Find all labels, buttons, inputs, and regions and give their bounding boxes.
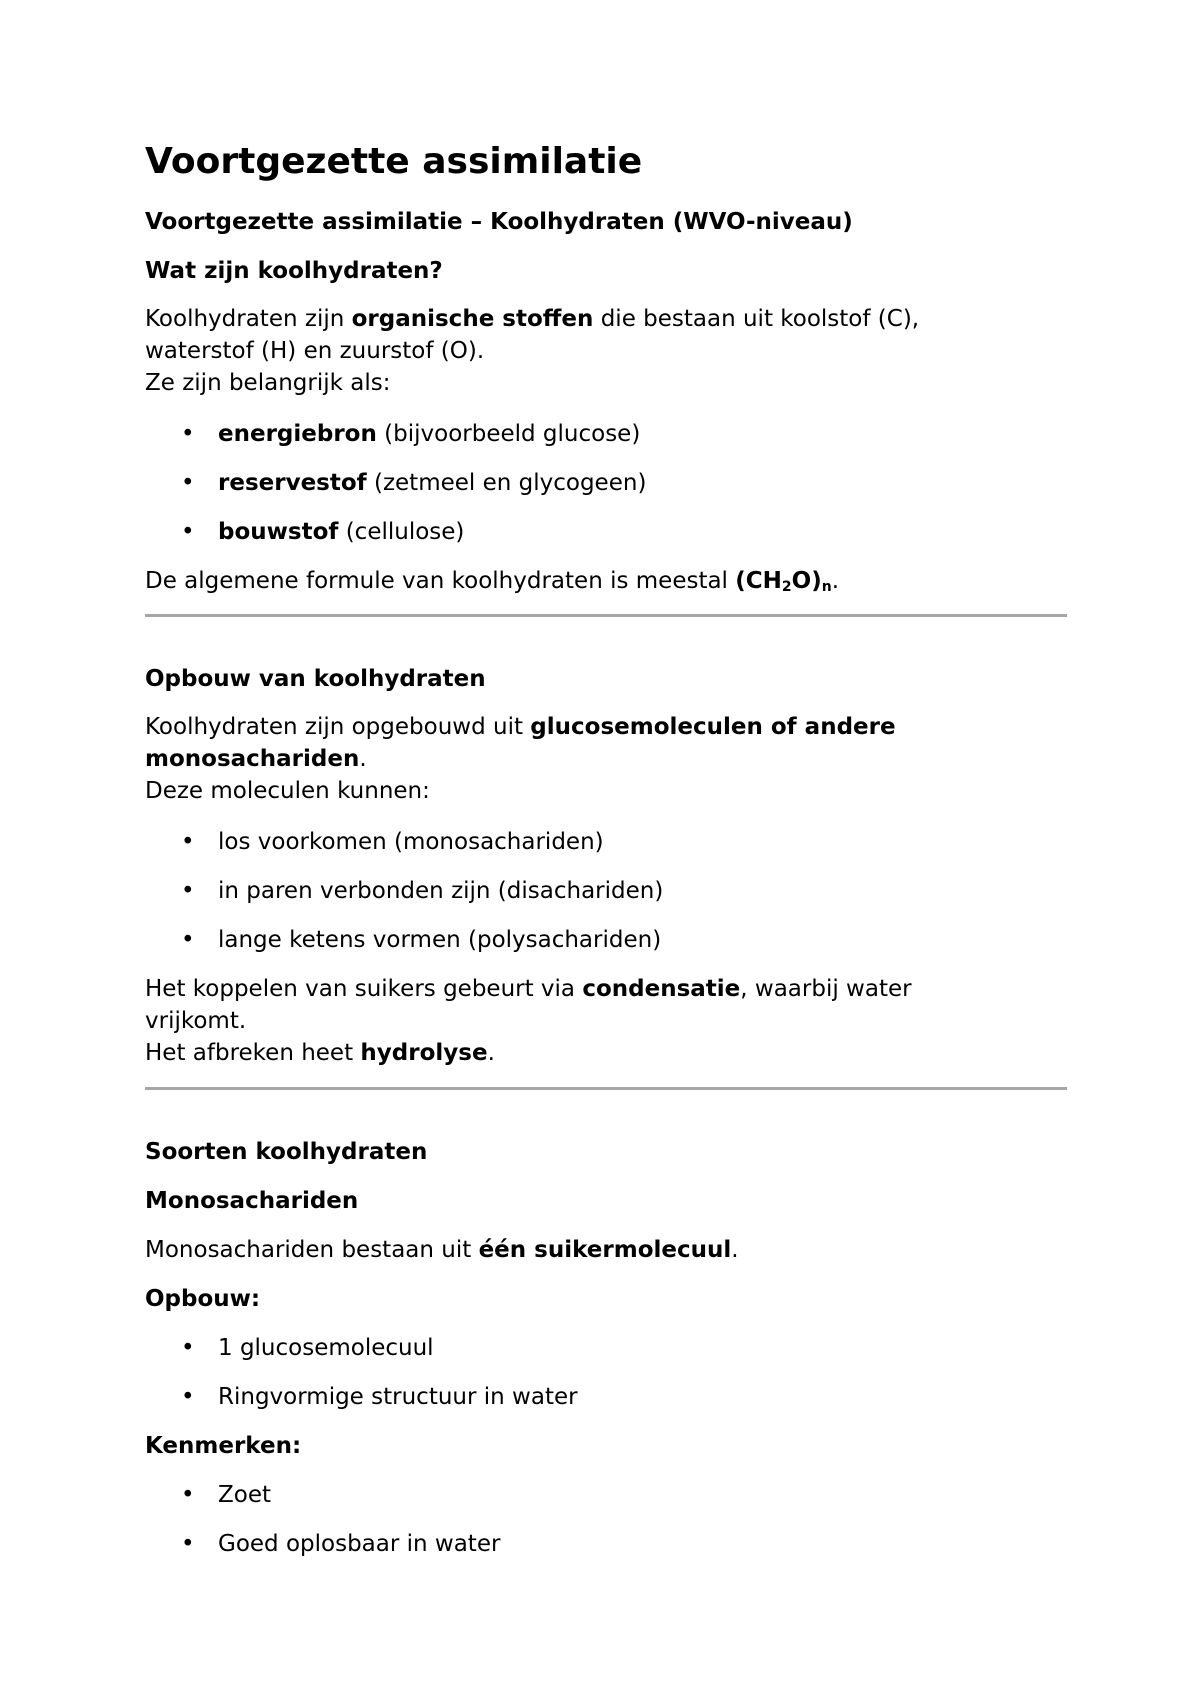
text-span: Koolhydraten zijn opgebouwd uit <box>145 714 531 740</box>
text-span: . <box>487 1040 495 1066</box>
bullet-icon: • <box>181 927 195 953</box>
text-span: De algemene formule van koolhydraten is meestal <box>145 568 736 594</box>
bullet-icon: • <box>181 421 195 447</box>
bold-term: hydrolyse <box>360 1040 488 1066</box>
text-span: . <box>359 746 367 772</box>
list-item <box>145 1381 1065 1413</box>
bold-term: bouwstof <box>218 519 339 545</box>
bold-term: energiebron <box>218 421 377 447</box>
list-item-text: lange ketens vormen (polysachariden) <box>218 927 662 953</box>
bold-term: condensatie <box>582 976 741 1002</box>
list-item-text: Ringvormige structuur in water <box>218 1384 578 1410</box>
list-item <box>145 516 1065 548</box>
list-item-text <box>218 467 646 499</box>
bullet-icon: • <box>181 878 195 904</box>
horizontal-divider <box>145 614 1067 617</box>
list-item-text <box>218 516 464 548</box>
bold-term: monosachariden <box>145 746 360 772</box>
list-item-text: Goed oplosbaar in water <box>218 1531 501 1557</box>
section-heading-structure: Opbouw van koolhydraten <box>145 666 486 692</box>
list-item <box>145 1479 1065 1511</box>
text-span: die bestaan uit koolstof (C), <box>593 306 920 332</box>
text-span: Deze moleculen kunnen: <box>145 778 430 804</box>
list-item <box>145 467 1065 499</box>
list-item <box>145 1528 1065 1560</box>
list-item-text: Zoet <box>218 1482 271 1508</box>
formula-part: (CH <box>735 568 782 594</box>
paragraph-structure <box>145 711 1065 807</box>
text-span: Het koppelen van suikers gebeurt via <box>145 976 583 1002</box>
bullet-icon: • <box>181 829 195 855</box>
bold-term: glucosemoleculen of andere <box>530 714 896 740</box>
subheading-monosaccharides: Monosachariden <box>145 1188 359 1214</box>
bold-term: organische stoffen <box>351 306 594 332</box>
bullet-icon: • <box>181 1384 195 1410</box>
list-item <box>145 1332 1065 1364</box>
bullet-icon: • <box>181 1482 195 1508</box>
document-title: Voortgezette assimilatie <box>145 141 643 182</box>
bullet-icon: • <box>181 519 195 545</box>
list-item <box>145 924 1065 956</box>
text-span: Het afbreken heet <box>145 1040 361 1066</box>
list-item-text: in paren verbonden zijn (disachariden) <box>218 878 664 904</box>
formula-subscript: n <box>821 579 832 595</box>
text-span: Koolhydraten zijn <box>145 306 352 332</box>
list-item <box>145 418 1065 450</box>
text-span: (bijvoorbeeld glucose) <box>376 421 641 447</box>
formula-part: O) <box>791 568 822 594</box>
paragraph-definition <box>145 303 1065 399</box>
paragraph-monosaccharides <box>145 1234 1065 1266</box>
text-span: Ze zijn belangrijk als: <box>145 370 391 396</box>
bold-term: reservestof <box>218 470 367 496</box>
text-span: Monosachariden bestaan uit <box>145 1237 479 1263</box>
section-heading-what-are-carbohydrates: Wat zijn koolhydraten? <box>145 258 443 284</box>
list-item-text <box>218 418 640 450</box>
bullet-icon: • <box>181 470 195 496</box>
text-span: (cellulose) <box>338 519 465 545</box>
bold-term: één suikermolecuul <box>478 1237 732 1263</box>
text-span: vrijkomt. <box>145 1008 247 1034</box>
text-span: , waarbij water <box>740 976 912 1002</box>
bullet-icon: • <box>181 1531 195 1557</box>
text-span: (zetmeel en glycogeen) <box>366 470 647 496</box>
list-item-text: los voorkomen (monosachariden) <box>218 829 604 855</box>
formula-subscript: 2 <box>781 579 792 595</box>
formula <box>735 568 831 594</box>
label-kenmerken: Kenmerken: <box>145 1433 302 1459</box>
text-span: . <box>731 1237 739 1263</box>
section-heading-types: Soorten koolhydraten <box>145 1139 428 1165</box>
text-span: waterstof (H) en zuurstof (O). <box>145 338 485 364</box>
horizontal-divider <box>145 1087 1067 1090</box>
paragraph-formula <box>145 565 1065 597</box>
document-subtitle: Voortgezette assimilatie – Koolhydraten (WVO-niveau) <box>145 209 853 235</box>
label-opbouw: Opbouw: <box>145 1286 261 1312</box>
list-item <box>145 875 1065 907</box>
bullet-icon: • <box>181 1335 195 1361</box>
text-span: . <box>831 568 840 594</box>
paragraph-condensation <box>145 973 1065 1069</box>
list-item <box>145 826 1065 858</box>
list-item-text: 1 glucosemolecuul <box>218 1335 434 1361</box>
